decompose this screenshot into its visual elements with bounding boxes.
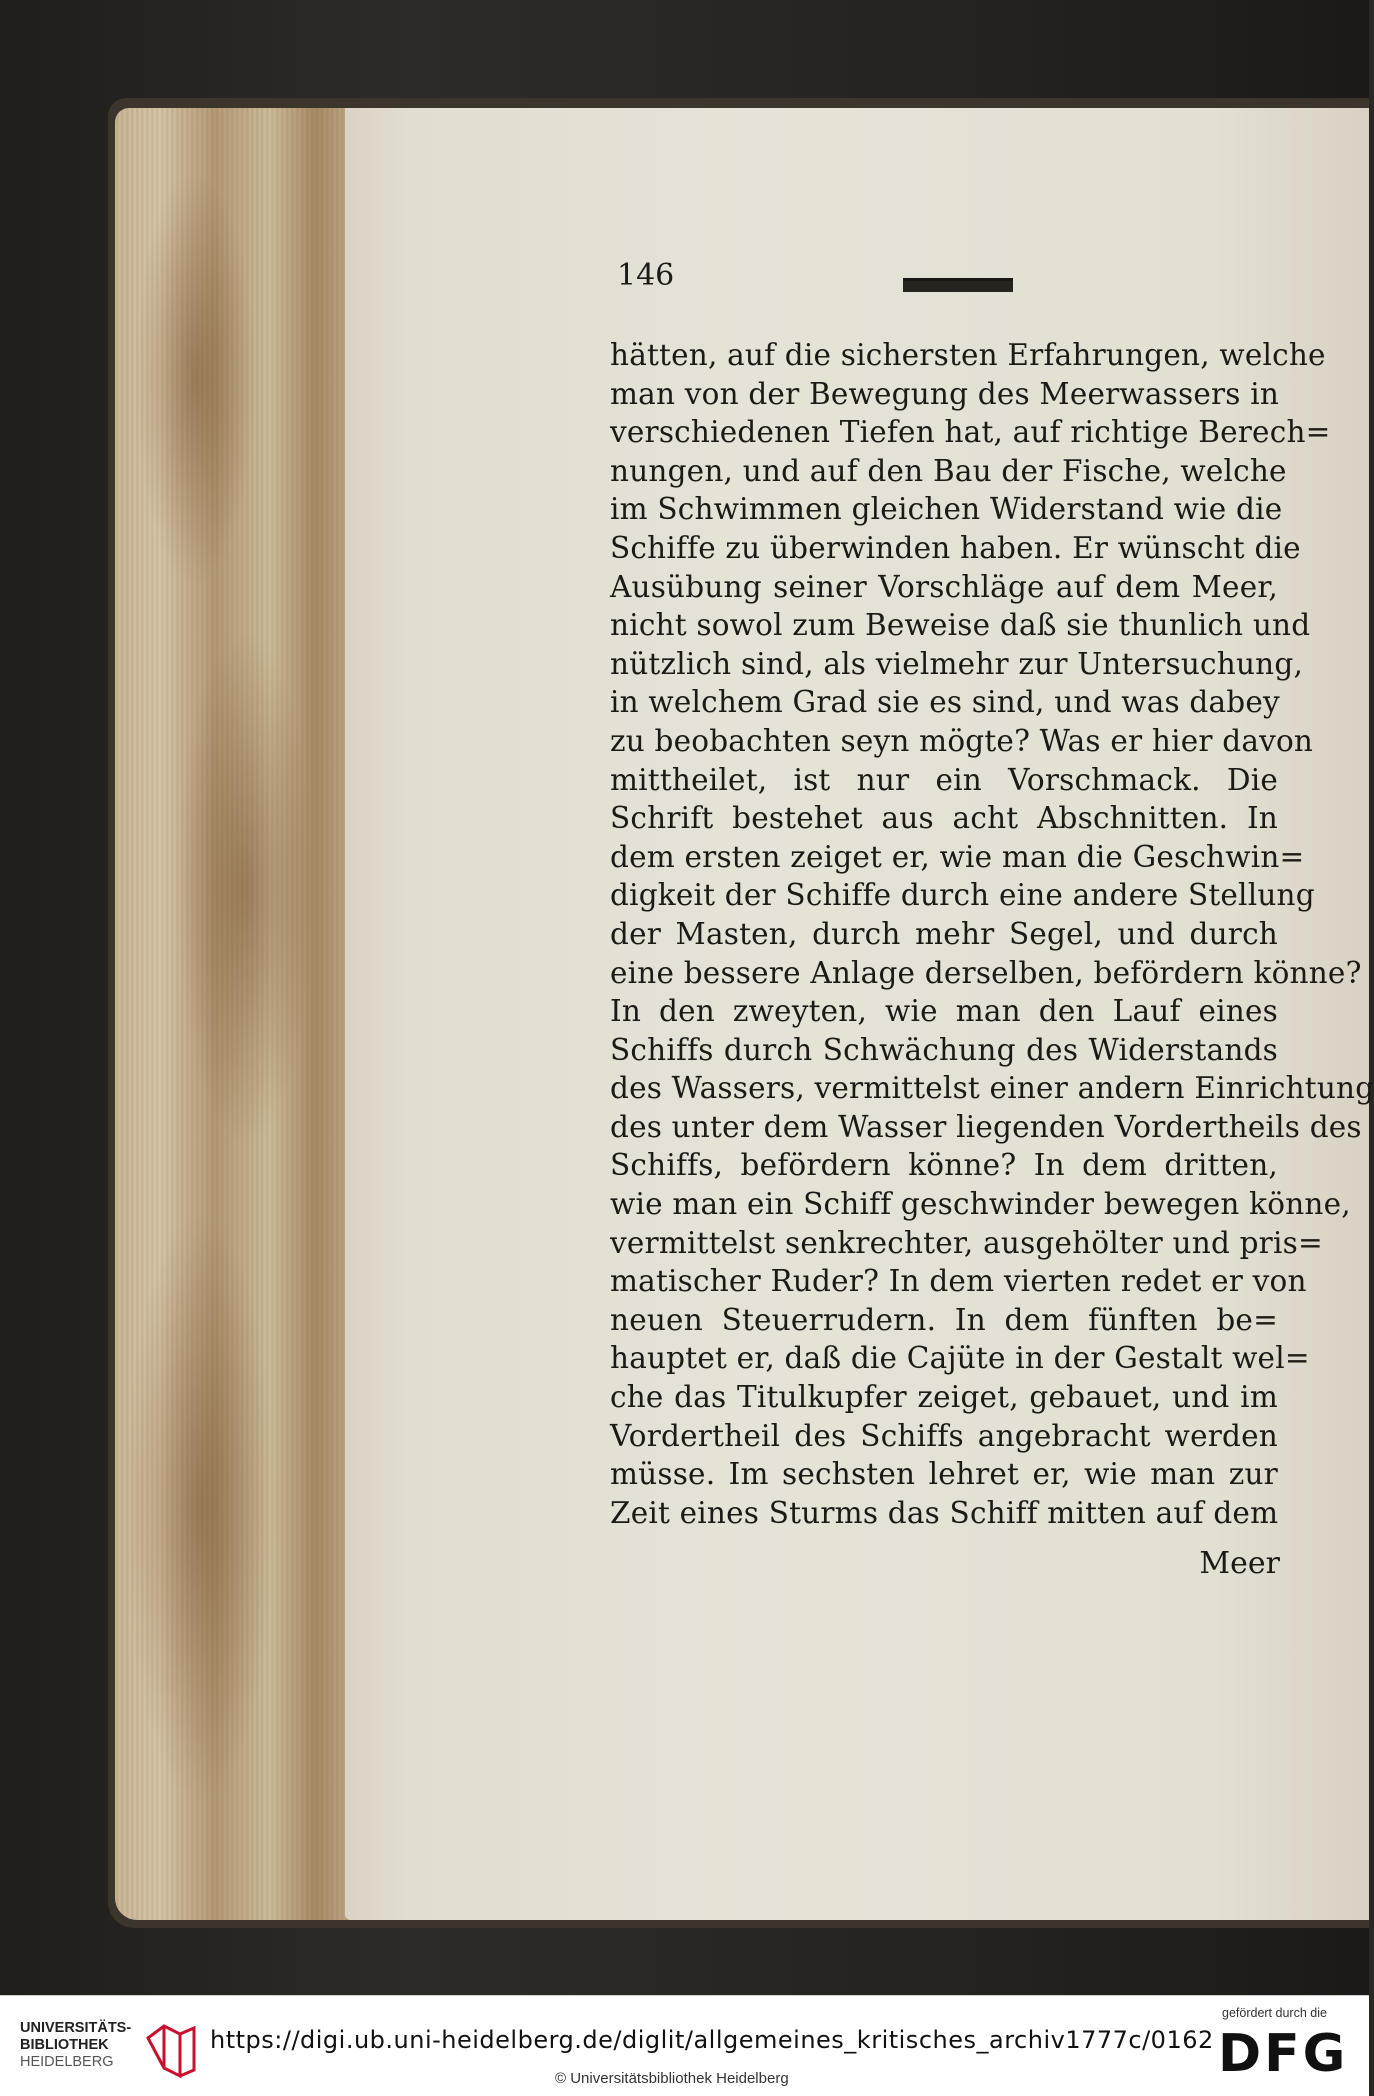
text-line: dem ersten zeiget er, wie man die Geschwin=: [610, 839, 1305, 874]
logo-text: [20, 2020, 140, 2071]
text-line: Schiffs, befördern könne? In dem dritten,: [610, 1148, 1278, 1183]
university-library-logo[interactable]: [20, 2020, 200, 2080]
page-number: 146: [617, 258, 675, 293]
text-line: neuen Steuerrudern. In dem fünften be=: [610, 1302, 1278, 1337]
text-line: nungen, und auf den Bau der Fische, welche: [610, 453, 1287, 488]
document-url-link[interactable]: https://digi.ub.uni-heidelberg.de/diglit/allgemeines_kritisches_archiv1777c/0162: [210, 2026, 1214, 2054]
funded-by-label: gefördert durch die: [1222, 2006, 1327, 2020]
text-line: eine bessere Anlage derselben, befördern könne?: [610, 955, 1362, 990]
text-line: matischer Ruder? In dem vierten redet er von: [610, 1264, 1307, 1299]
text-line: müsse. Im sechsten lehret er, wie man zur: [610, 1457, 1278, 1492]
text-line: zu beobachten seyn mögte? Was er hier davon: [610, 723, 1314, 758]
text-line: Ausübung seiner Vorschläge auf dem Meer,: [610, 569, 1278, 604]
edge-stain: [175, 628, 315, 1148]
page-edges: [115, 108, 365, 1920]
catchword: Meer: [1199, 1546, 1280, 1581]
library-logo-icon: [140, 2020, 202, 2082]
body-text: [610, 336, 1374, 1532]
text-line: Schiffs durch Schwächung des Widerstands: [610, 1032, 1278, 1067]
text-line: der Masten, durch mehr Segel, und durch: [610, 916, 1278, 951]
text-line: im Schwimmen gleichen Widerstand wie die: [610, 492, 1283, 527]
text-line: nicht sowol zum Beweise daß sie thunlich und: [610, 608, 1311, 643]
text-line: in welchem Grad sie es sind, und was dabey: [610, 685, 1280, 720]
text-line: Schrift bestehet aus acht Abschnitten. In: [610, 801, 1278, 836]
text-line: man von der Bewegung des Meerwassers in: [610, 376, 1280, 411]
footer-bar: [0, 1995, 1369, 2096]
text-line: vermittelst senkrechter, ausgehölter und pris=: [610, 1225, 1323, 1260]
text-line: wie man ein Schiff geschwinder bewegen könne,: [610, 1187, 1351, 1222]
dfg-logo[interactable]: DFG: [1218, 2024, 1349, 2084]
text-line: hauptet er, daß die Cajüte in der Gestalt wel=: [610, 1341, 1310, 1376]
text-line: hätten, auf die sichersten Erfahrungen, welche: [610, 338, 1326, 372]
text-line: In den zweyten, wie man den Lauf eines: [610, 994, 1278, 1029]
page-header: [617, 258, 1013, 298]
text-line: des unter dem Wasser liegenden Vordertheils des: [610, 1109, 1362, 1144]
header-rule: [903, 278, 1013, 292]
logo-line-2: BIBLIOTHEK: [20, 2037, 109, 2053]
edge-stain: [135, 168, 255, 588]
logo-line-1: UNIVERSITÄTS-: [20, 2020, 132, 2036]
logo-line-3: HEIDELBERG: [20, 2054, 114, 2070]
text-line: Schiffe zu überwinden haben. Er wünscht die: [610, 530, 1301, 565]
text-line: che das Titulkupfer zeiget, gebauet, und im: [610, 1380, 1278, 1415]
edge-stain: [125, 1208, 275, 1808]
text-line: mittheilet, ist nur ein Vorschmack. Die: [610, 762, 1278, 797]
text-line: des Wassers, vermittelst einer andern Einrichtung: [610, 1071, 1374, 1106]
text-line: Zeit eines Sturms das Schiff mitten auf dem: [610, 1495, 1279, 1530]
copyright-notice: © Universitätsbibliothek Heidelberg: [555, 2070, 789, 2087]
text-line: digkeit der Schiffe durch eine andere Stellung: [610, 878, 1315, 913]
text-line: verschiedenen Tiefen hat, auf richtige Berech=: [610, 415, 1331, 450]
text-line: nützlich sind, als vielmehr zur Untersuchung,: [610, 646, 1304, 681]
text-line: Vordertheil des Schiffs angebracht werden: [610, 1418, 1278, 1453]
